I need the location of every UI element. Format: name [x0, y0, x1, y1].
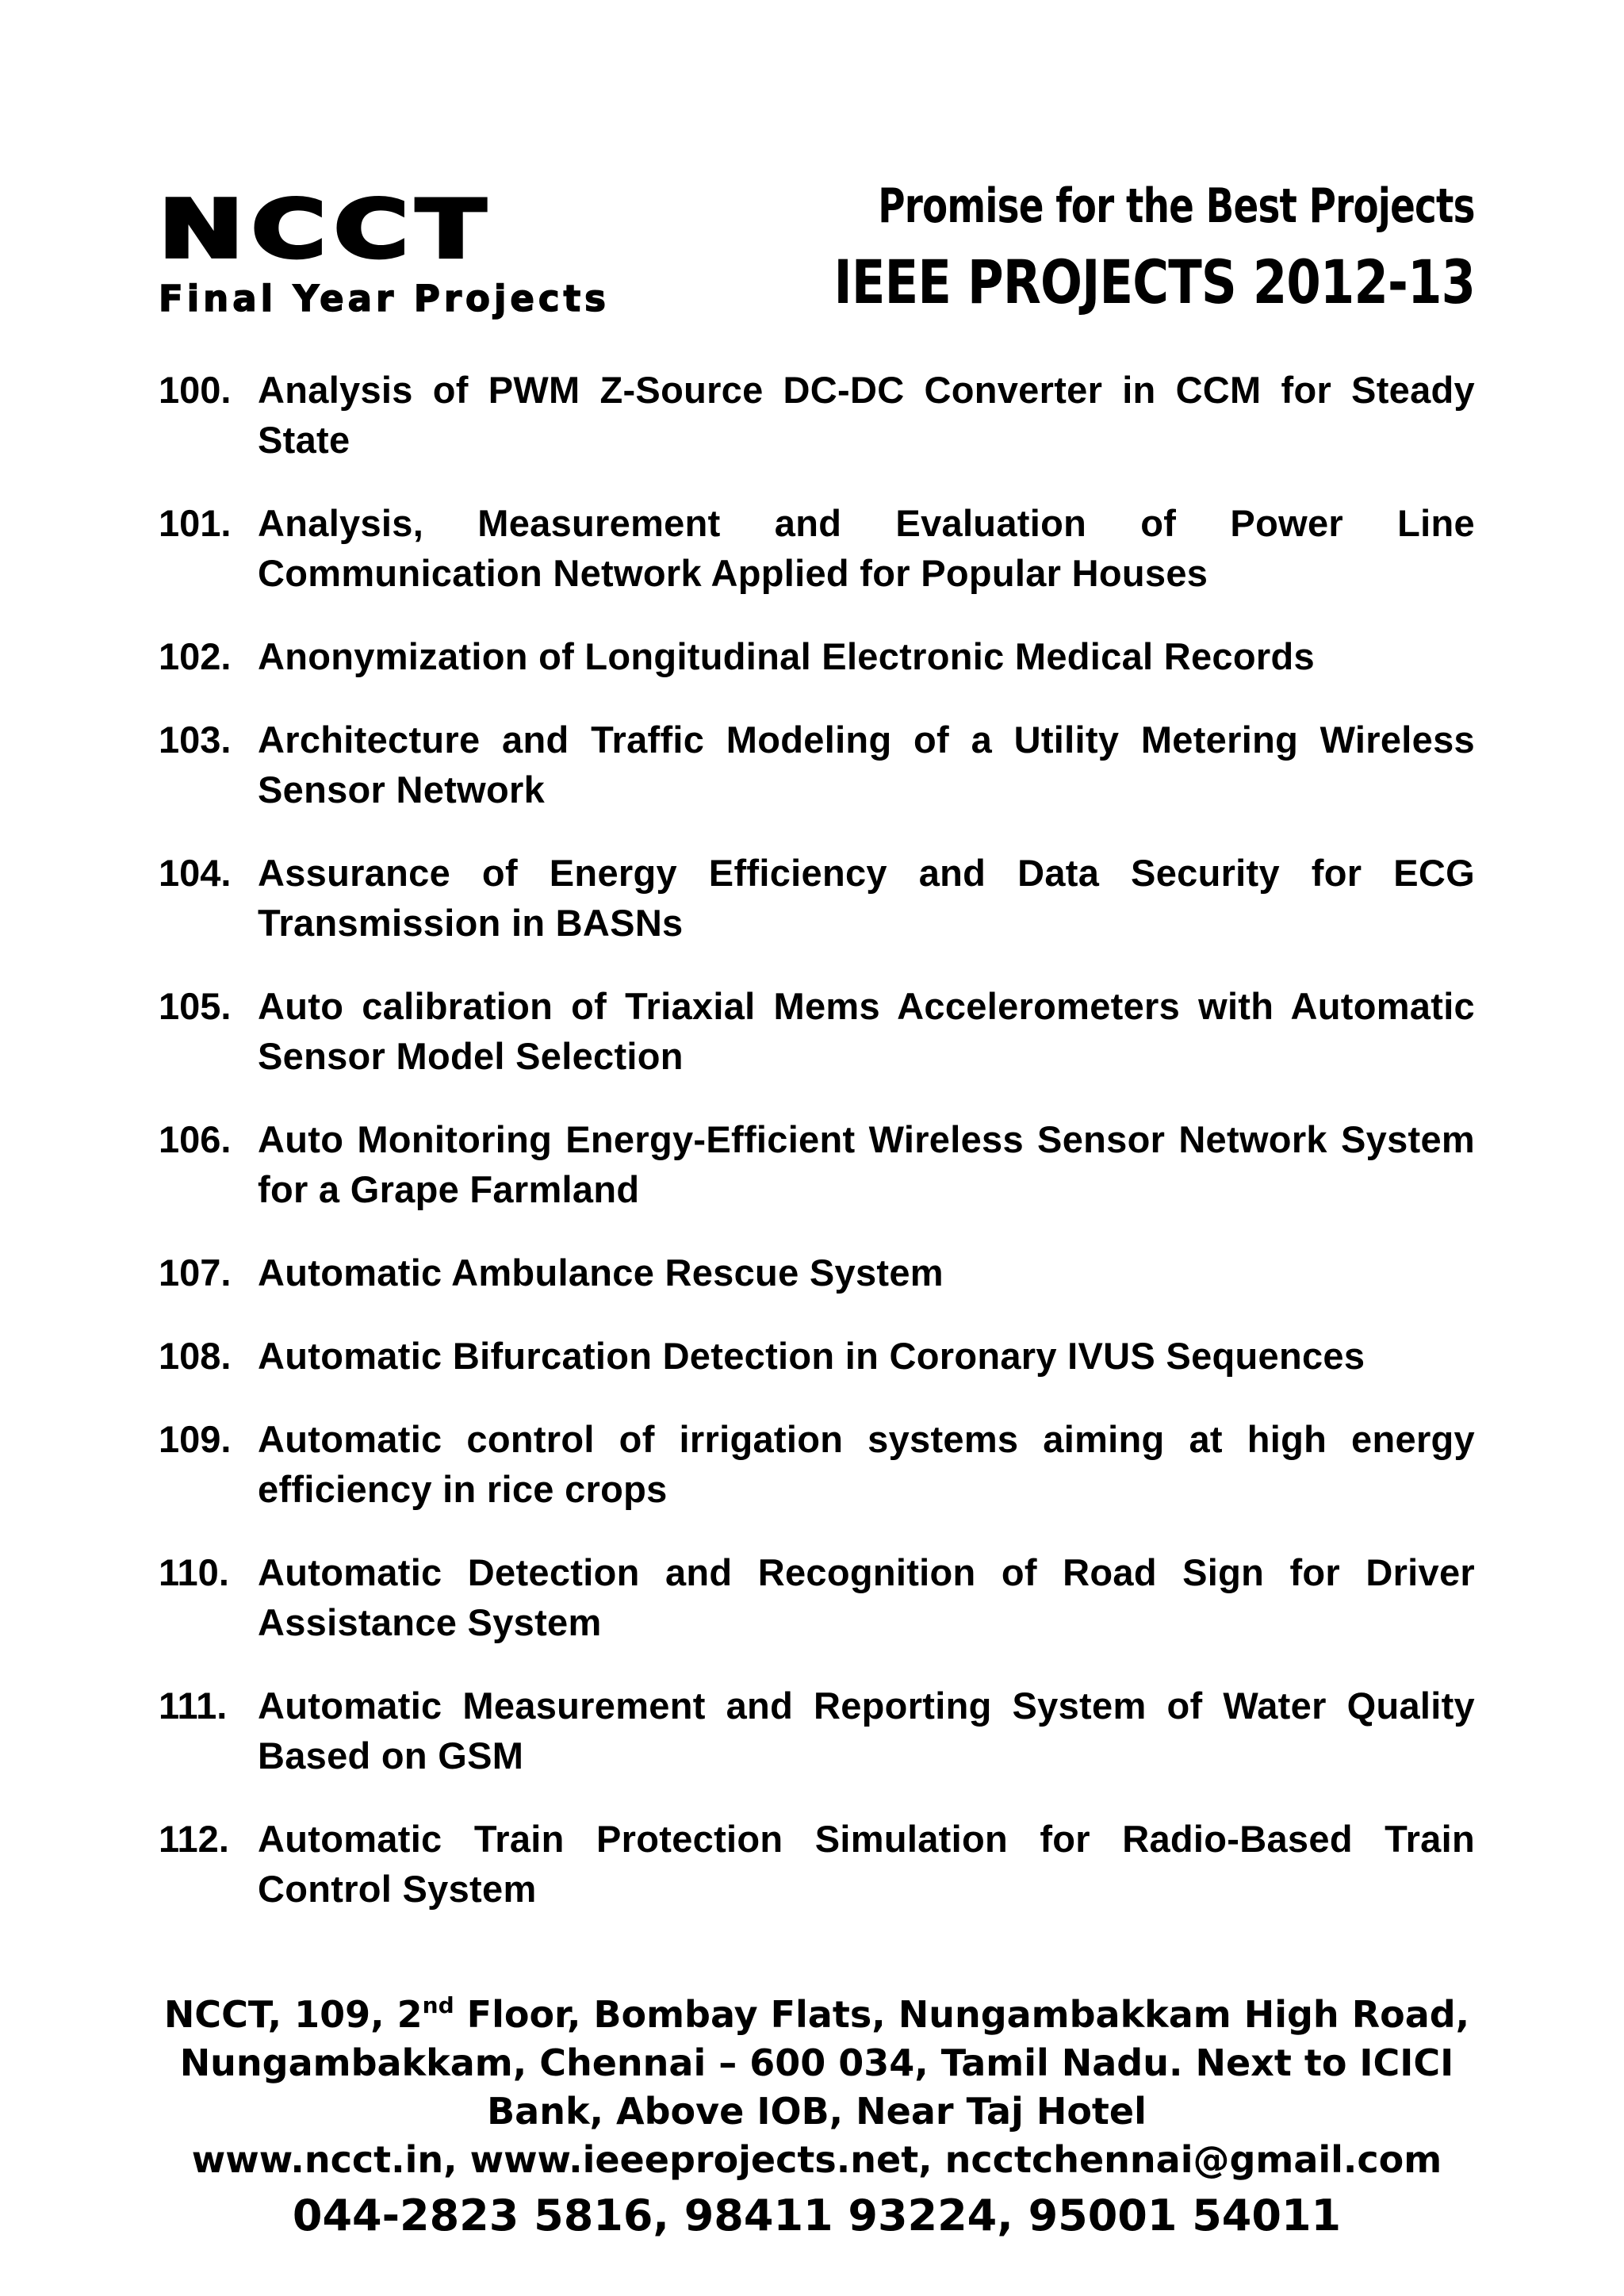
project-number: 112. — [159, 1818, 229, 1860]
brand-logo: NCCT — [159, 183, 494, 276]
project-list — [159, 365, 1475, 1947]
contact-footer — [119, 1991, 1515, 2244]
project-number: 108. — [159, 1335, 232, 1377]
project-item — [159, 365, 1475, 465]
project-item — [159, 498, 1475, 598]
project-title: Auto Monitoring Energy-Efficient Wireless Sensor Network System for a Grape Farmland — [258, 1118, 1475, 1210]
project-title: Automatic Ambulance Rescue System — [258, 1251, 944, 1294]
project-item — [159, 1547, 1475, 1647]
phone-numbers: 044-2823 5816, 98411 93224, 95001 54011 — [292, 2191, 1342, 2240]
project-item — [159, 1814, 1475, 1914]
address-rest: Floor, Bombay Flats, Nungambakkam High Road, Nungambakkam, Chennai – 600 034, Tamil Nadu. Next to ICICI Bank, Above IOB, Near Taj Hotel — [179, 1993, 1470, 2133]
project-number: 103. — [159, 719, 232, 761]
address — [119, 1991, 1515, 2136]
project-item — [159, 1114, 1475, 1214]
brand-subtitle: Final Year Projects — [159, 278, 610, 320]
project-number: 100. — [159, 369, 232, 411]
project-number: 104. — [159, 852, 232, 894]
project-number: 105. — [159, 985, 232, 1027]
project-number: 111. — [159, 1685, 228, 1727]
address-ordinal-suffix: nd — [422, 1992, 454, 2018]
project-title: Assurance of Energy Efficiency and Data Security for ECG Transmission in BASNs — [258, 852, 1475, 944]
project-title: Automatic Measurement and Reporting System of Water Quality Based on GSM — [258, 1685, 1475, 1777]
project-number: 107. — [159, 1251, 232, 1294]
address-prefix: NCCT, 109, 2 — [163, 1993, 423, 2036]
project-item — [159, 981, 1475, 1081]
project-item — [159, 631, 1475, 681]
project-title: Analysis, Measurement and Evaluation of Power Line Communication Network Applied for Popular Houses — [258, 502, 1475, 594]
project-item — [159, 1414, 1475, 1514]
web-contacts[interactable]: www.ncct.in, www.ieeeprojects.net, ncctchennai@gmail.com — [191, 2138, 1442, 2181]
project-number: 110. — [159, 1551, 229, 1593]
project-number: 102. — [159, 635, 232, 677]
project-item — [159, 1248, 1475, 1297]
project-title: Automatic Train Protection Simulation for Radio-Based Train Control System — [258, 1818, 1475, 1910]
page-title: IEEE PROJECTS 2012-13 — [833, 247, 1475, 317]
project-item — [159, 1331, 1475, 1381]
project-title: Architecture and Traffic Modeling of a Utility Metering Wireless Sensor Network — [258, 719, 1475, 811]
page-header — [159, 178, 1475, 325]
project-title: Automatic Detection and Recognition of Road Sign for Driver Assistance System — [258, 1551, 1475, 1643]
project-number: 106. — [159, 1118, 232, 1160]
project-item — [159, 1681, 1475, 1780]
tagline: Promise for the Best Projects — [878, 178, 1475, 234]
project-item — [159, 848, 1475, 948]
project-title: Automatic control of irrigation systems aiming at high energy efficiency in rice crops — [258, 1418, 1475, 1510]
project-title: Anonymization of Longitudinal Electronic Medical Records — [258, 635, 1315, 677]
project-title: Analysis of PWM Z-Source DC-DC Converter in CCM for Steady State — [258, 369, 1475, 461]
project-title: Automatic Bifurcation Detection in Coronary IVUS Sequences — [258, 1335, 1365, 1377]
project-number: 109. — [159, 1418, 232, 1460]
project-title: Auto calibration of Triaxial Mems Accelerometers with Automatic Sensor Model Selection — [258, 985, 1475, 1077]
project-item — [159, 715, 1475, 815]
project-number: 101. — [159, 502, 232, 544]
